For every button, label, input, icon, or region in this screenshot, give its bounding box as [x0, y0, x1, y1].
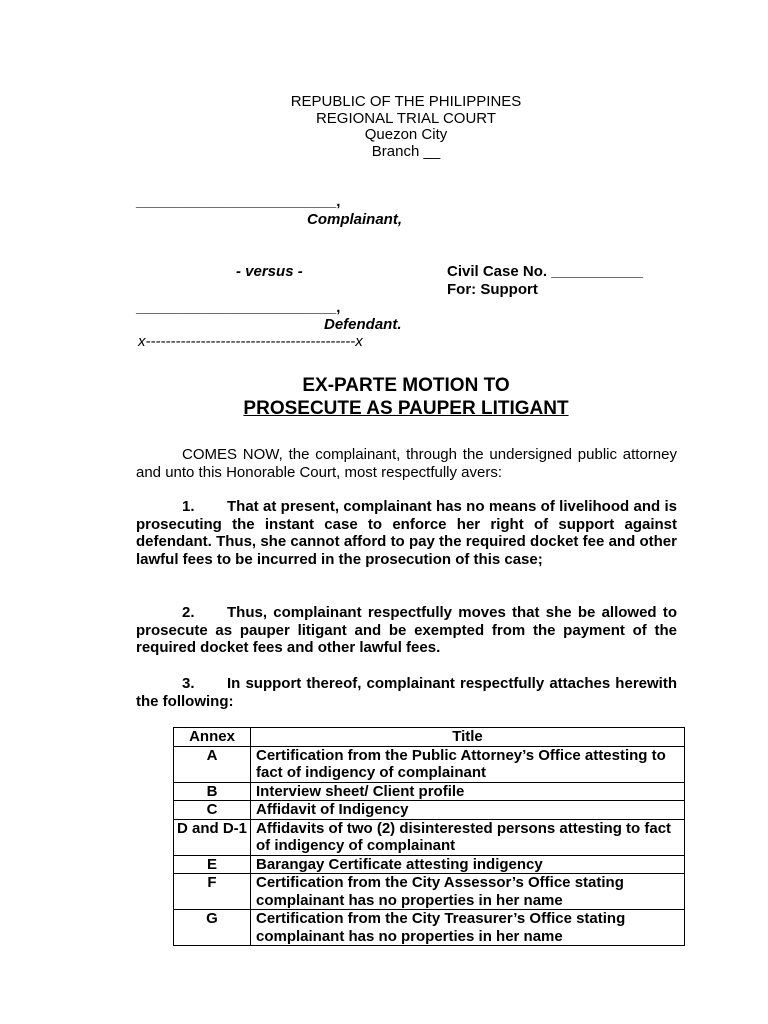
intro-paragraph [136, 446, 677, 481]
civil-case-number: Civil Case No. ___________ [447, 263, 643, 280]
annex-title: Barangay Certificate attesting indigency [251, 855, 685, 874]
table-row [174, 910, 685, 946]
header-city: Quezon City [364, 126, 448, 143]
table-row [174, 874, 685, 910]
annex-table [173, 727, 685, 946]
motion-title-line2: PROSECUTE AS PAUPER LITIGANT [243, 398, 569, 419]
annex-code: G [174, 910, 251, 946]
annex-code: F [174, 874, 251, 910]
defendant-blank: ________________________, [136, 299, 341, 316]
annex-title: Certification from the City Treasurer’s Office stating complainant has no properties in her name [251, 910, 685, 946]
title-column-header: Title [251, 728, 685, 747]
annex-column-header: Annex [174, 728, 251, 747]
paragraph-3-number: 3. [182, 675, 195, 692]
annex-title: Certification from the Public Attorney’s Office attesting to fact of indigency of complainant [251, 746, 685, 782]
complainant-blank: ________________________, [136, 193, 341, 210]
paragraph-1-text: That at present, complainant has no means of livelihood and is prosecuting the instant case to enforce her right of support against defendant. Thus, she cannot afford to pay the required docket fee and other lawful fees to be incurred in the prosecution of this case; [136, 498, 677, 568]
annex-code: A [174, 746, 251, 782]
annex-title: Certification from the City Assessor’s Office stating complainant has no properties in her name [251, 874, 685, 910]
table-row [174, 819, 685, 855]
paragraph-2 [136, 604, 677, 657]
annex-table-header [174, 728, 685, 747]
annex-code: E [174, 855, 251, 874]
annex-title: Affidavits of two (2) disinterested persons attesting to fact of indigency of complainant [251, 819, 685, 855]
annex-code: D and D-1 [174, 819, 251, 855]
header-court: REGIONAL TRIAL COURT [315, 109, 497, 127]
caption-separator: x------------------------------------------x [138, 333, 363, 350]
table-row [174, 746, 685, 782]
annex-title: Affidavit of Indigency [251, 801, 685, 820]
intro-text: COMES NOW, the complainant, through the undersigned public attorney and unto this Honorable Court, most respectfully avers: [136, 446, 677, 481]
motion-title-line1: EX-PARTE MOTION TO [302, 375, 510, 396]
annex-code: C [174, 801, 251, 820]
paragraph-1 [136, 498, 677, 568]
paragraph-3 [136, 675, 677, 710]
annex-title: Interview sheet/ Client profile [251, 782, 685, 801]
table-row [174, 855, 685, 874]
versus-label: - versus - [236, 263, 303, 280]
paragraph-2-number: 2. [182, 604, 195, 621]
header-branch: Branch __ [371, 142, 441, 160]
defendant-label: Defendant. [324, 316, 402, 333]
complainant-label: Complainant, [307, 211, 403, 228]
paragraph-3-text: In support thereof, complainant respectfully attaches herewith the following: [136, 675, 677, 710]
court-header [0, 94, 768, 160]
paragraph-1-number: 1. [182, 498, 195, 515]
table-row [174, 782, 685, 801]
case-nature: For: Support [447, 281, 538, 298]
header-republic: REPUBLIC OF THE PHILIPPINES [290, 93, 522, 110]
paragraph-2-text: Thus, complainant respectfully moves that she be allowed to prosecute as pauper litigant and be exempted from the payment of the required docket fees and other lawful fees. [136, 604, 677, 656]
table-row [174, 801, 685, 820]
annex-code: B [174, 782, 251, 801]
